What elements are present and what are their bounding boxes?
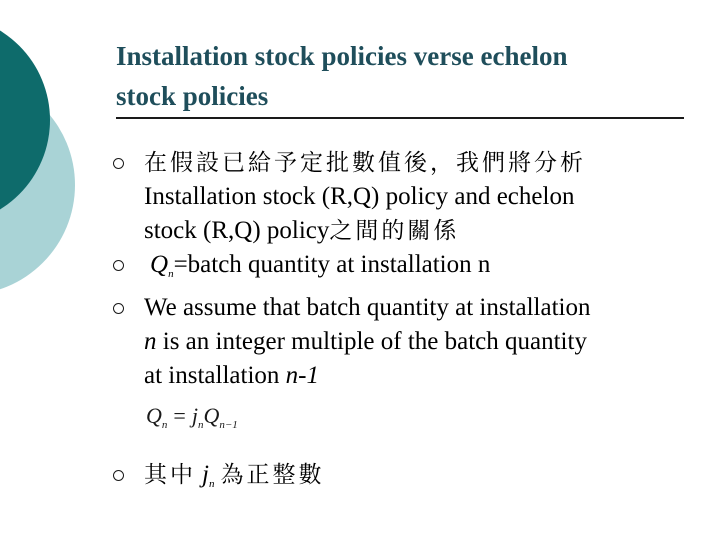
bullet4-cjk-before: 其中 bbox=[144, 462, 196, 488]
bullet1-line3-cjk: 之間的關係 bbox=[329, 218, 460, 244]
bullet2-line bbox=[144, 248, 692, 291]
bullet-item-assumption bbox=[112, 291, 692, 440]
hollow-circle-bullet-icon bbox=[113, 470, 124, 481]
bullet3-line3-text: at installation bbox=[144, 362, 286, 389]
bullet1-line3 bbox=[144, 214, 692, 248]
bullet3-var-n: n bbox=[144, 328, 157, 355]
slide-title-line2: stock policies bbox=[116, 81, 269, 111]
bullet-item-batch-quantity bbox=[112, 248, 692, 291]
hollow-circle-bullet-icon bbox=[113, 260, 124, 271]
q-n-symbol bbox=[150, 251, 174, 278]
q-subscript: n bbox=[168, 268, 174, 280]
bullet-item-positive-integer bbox=[112, 458, 692, 501]
formula-lhs: Q bbox=[146, 403, 162, 428]
slide-title bbox=[116, 36, 696, 116]
decorative-circles bbox=[0, 0, 110, 300]
bullet-list bbox=[112, 146, 692, 501]
bullet4-j: j bbox=[202, 461, 209, 488]
bullet3-line1: We assume that batch quantity at installation bbox=[144, 294, 591, 321]
title-divider bbox=[116, 117, 684, 119]
formula-lhs-sub: n bbox=[161, 419, 168, 431]
hollow-circle-bullet-icon bbox=[113, 158, 124, 169]
formula-rhs-sub: n−1 bbox=[219, 419, 238, 431]
bullet4-j-sub: n bbox=[208, 478, 215, 490]
bullet4-var bbox=[202, 461, 214, 488]
formula-rhs: Q bbox=[203, 403, 220, 428]
formula-equals: = bbox=[173, 403, 186, 428]
bullet1-line1: 在假設已給予定批數值後，我們將分析 bbox=[144, 150, 586, 176]
q-symbol: Q bbox=[150, 251, 169, 278]
hollow-circle-bullet-icon bbox=[113, 303, 124, 314]
bullet3-var-n-1: n-1 bbox=[285, 362, 319, 389]
bullet-item-relationship bbox=[112, 146, 692, 248]
formula-j-sub: n bbox=[197, 419, 204, 431]
bullet1-line3-en: stock (R,Q) policy bbox=[144, 217, 330, 244]
bullet3-line2-text: is an integer multiple of the batch quantity bbox=[156, 328, 587, 355]
formula-j: j bbox=[191, 403, 198, 428]
slide-title-line1: Installation stock policies verse echelon bbox=[116, 41, 568, 71]
bullet4-cjk-after: 為正整數 bbox=[220, 462, 325, 488]
bullet3-line2 bbox=[144, 325, 692, 359]
bullet2-text: =batch quantity at installation n bbox=[173, 251, 491, 278]
bullet1-line2: Installation stock (R,Q) policy and echelon bbox=[144, 183, 575, 210]
bullet4-line bbox=[144, 458, 692, 501]
bullet3-line3 bbox=[144, 359, 692, 393]
batch-multiple-formula bbox=[146, 401, 692, 440]
